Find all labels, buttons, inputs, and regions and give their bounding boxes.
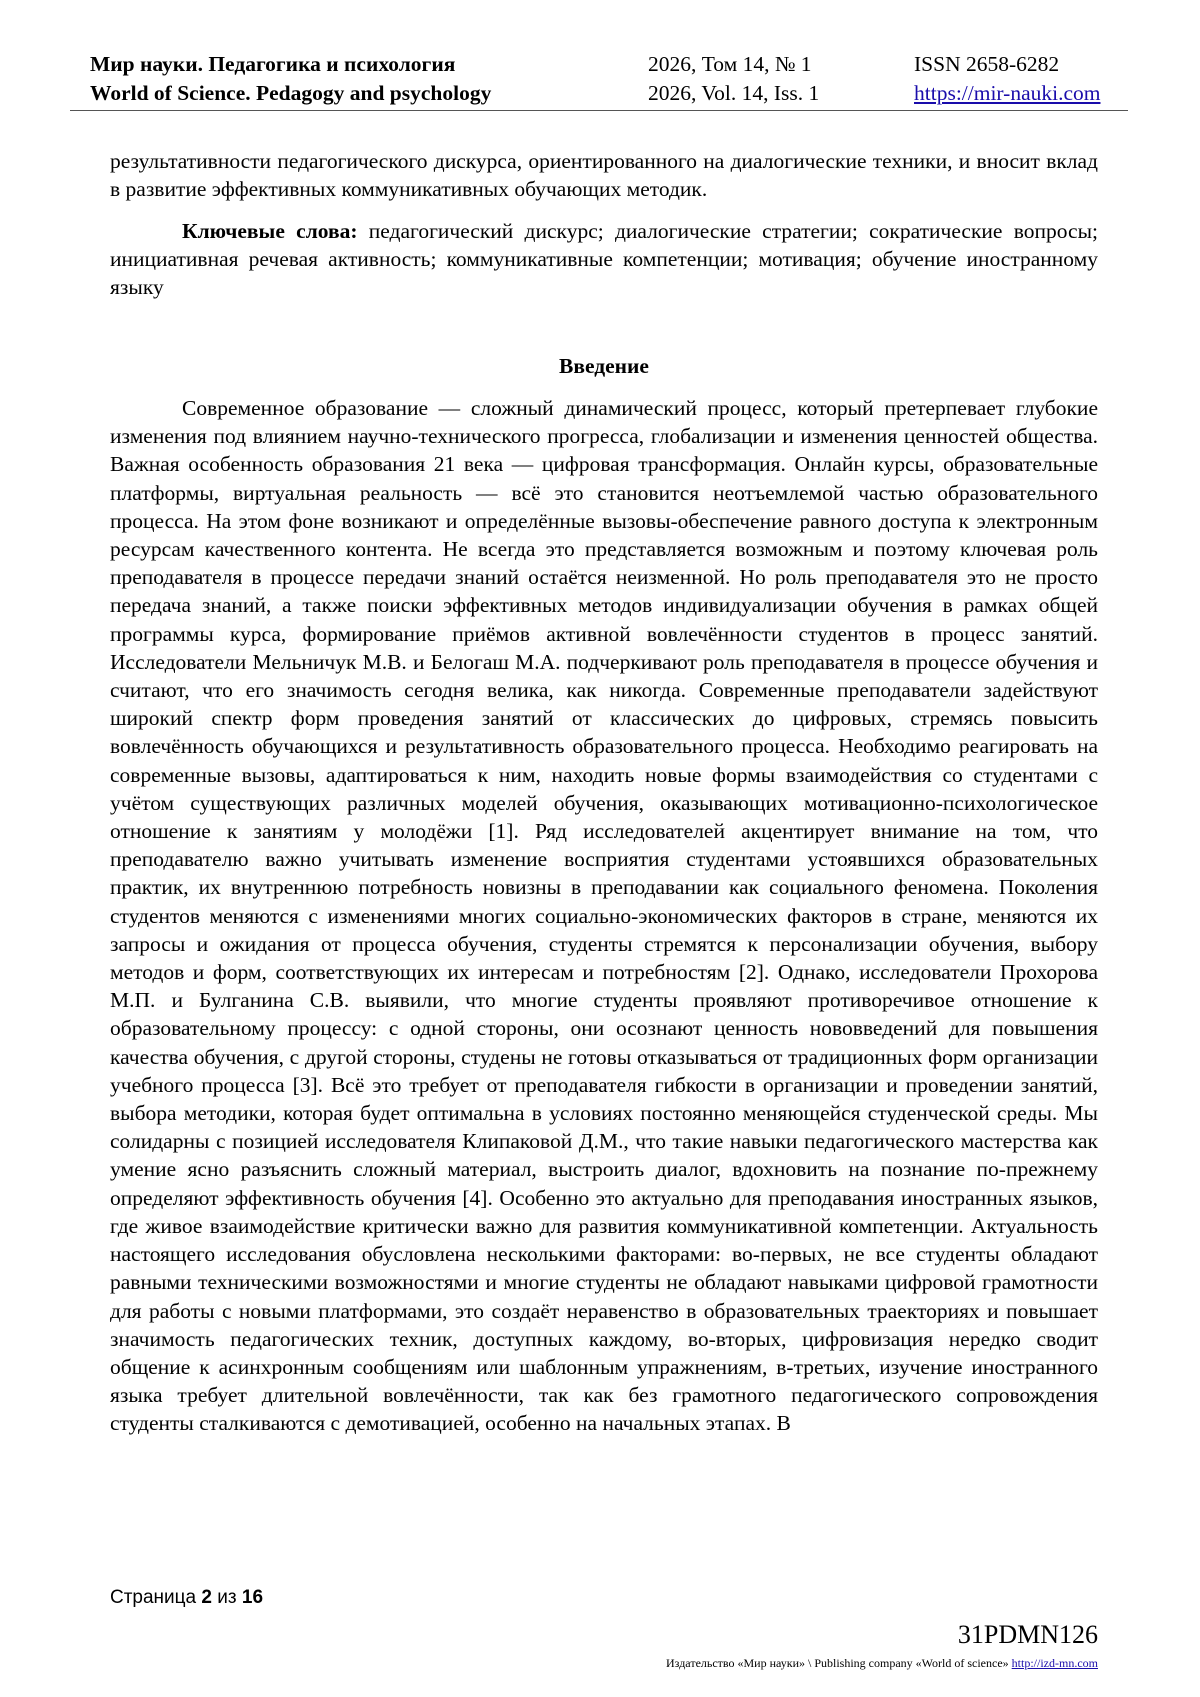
issue-info xyxy=(648,50,819,108)
keywords-paragraph xyxy=(110,217,1098,302)
issue-ru: 2026, Том 14, № 1 xyxy=(648,52,812,76)
issn: ISSN 2658-6282 xyxy=(914,52,1060,76)
publisher-text: Издательство «Мир науки» \ Publishing company «World of science» xyxy=(666,1656,1012,1670)
abstract-ending: результативности педагогического дискурса, ориентированного на диалогические техники, и вносит вклад в развитие эффективных коммуникативных обучающих методик. xyxy=(110,149,1098,202)
publisher-link[interactable]: http://izd-mn.com xyxy=(1011,1656,1098,1670)
journal-title xyxy=(90,50,491,108)
page-header xyxy=(70,50,1128,111)
journal-title-en: World of Science. Pedagogy and psychology xyxy=(90,81,492,105)
article-code: 31PDMN126 xyxy=(957,1620,1098,1649)
page-total: 16 xyxy=(241,1587,264,1608)
publisher-line xyxy=(666,1656,1098,1671)
page-prefix: Страница xyxy=(110,1587,202,1608)
journal-title-ru: Мир науки. Педагогика и психология xyxy=(90,52,456,76)
journal-url-link[interactable]: https://mir-nauki.com xyxy=(914,81,1101,105)
issn-block xyxy=(914,50,1100,108)
keywords-label: Ключевые слова: xyxy=(182,219,358,243)
keywords-text: педагогический дискурс; диалогические стратегии; сократические вопросы; инициативная речевая активность; коммуникативные компетенции; мотивация; обучение иностранному языку xyxy=(110,219,1098,300)
page-of: из xyxy=(211,1587,242,1608)
section-heading-introduction: Введение xyxy=(559,354,649,378)
issue-en: 2026, Vol. 14, Iss. 1 xyxy=(648,81,820,105)
introduction-paragraph: Современное образование — сложный динамический процесс, который претерпевает глубокие изменения под влиянием научно-технического прогресса, глобализации и изменения ценностей общества. Важная особенность образования 21 века — цифровая трансформация. Онлайн курсы, образовательные платформы, виртуальная реальность — всё это становится неотъемлемой частью образовательного процесса. На этом фоне возникают и определённые вызовы-обеспечение равного доступа к электронным ресурсам качественного контента. Не всегда это представляется возможным и поэтому ключевая роль преподавателя в процессе передачи знаний остаётся неизменной. Но роль преподавателя это не просто передача знаний, а также поиски эффективных методов индивидуализации обучения в рамках общей программы курса, формирование приёмов активной вовлечённости студентов в процесс занятий. Исследователи Мельничук М.В. и Белогаш М.А. подчеркивают роль преподавателя в процессе обучения и считают, что его значимость сегодня велика, как никогда. Современные преподаватели задействуют широкий спектр форм проведения занятий от классических до цифровых, стремясь повысить вовлечённость обучающихся и результативность образовательного процесса. Необходимо реагировать на современные вызовы, адаптироваться к ним, находить новые формы взаимодействия со студентами с учётом существующих различных моделей обучения, оказывающих мотивационно-психологическое отношение к занятиям у молодёжи [1]. Ряд исследователей акцентирует внимание на том, что преподавателю важно учитывать изменение восприятия студентами устоявшихся образовательных практик, их внутреннюю потребность новизны в преподавании как социального феномена. Поколения студентов меняются с изменениями многих социально-экономических факторов в стране, меняются их запросы и ожидания от процесса обучения, студенты стремятся к персонализации обучения, выбору методов и форм, соответствующих их интересам и потребностям [2]. Однако, исследователи Прохорова М.П. и Булганина С.В. выявили, что многие студенты проявляют противоречивое отношение к образовательному процессу: с одной стороны, они осознают ценность нововведений для повышения качества обучения, с другой стороны, студены не готовы отказываться от традиционных форм организации учебного процесса [3]. Всё это требует от преподавателя гибкости в организации и проведении занятий, выбора методики, которая будет оптимальна в условиях постоянно меняющейся студенческой среды. Мы солидарны с позицией исследователя Клипаковой Д.М., что такие навыки педагогического мастерства как умение ясно разъяснить сложный материал, выстроить диалог, вдохновить на познание по-прежнему определяют эффективность обучения [4]. Особенно это актуально для преподавания иностранных языков, где живое взаимодействие критически важно для развития коммуникативной компетенции. Актуальность настоящего исследования обусловлена несколькими факторами: во-первых, не все студенты обладают равными техническими возможностями и многие студенты не обладают навыками цифровой грамотности для работы с новыми платформами, это создаёт неравенство в образовательных траекториях и повышает значимость педагогических техник, доступных каждому, во-вторых, цифровизация нередко сводит общение к асинхронным сообщениям или шаблонным упражнениям, в-третьих, изучение иностранного языка требует длительной вовлечённости, так как без грамотного педагогического сопровождения студенты сталкиваются с демотивацией, особенно на начальных этапах. В xyxy=(110,396,1098,1436)
page-number: 2 xyxy=(201,1587,212,1608)
page-counter xyxy=(110,1587,263,1609)
